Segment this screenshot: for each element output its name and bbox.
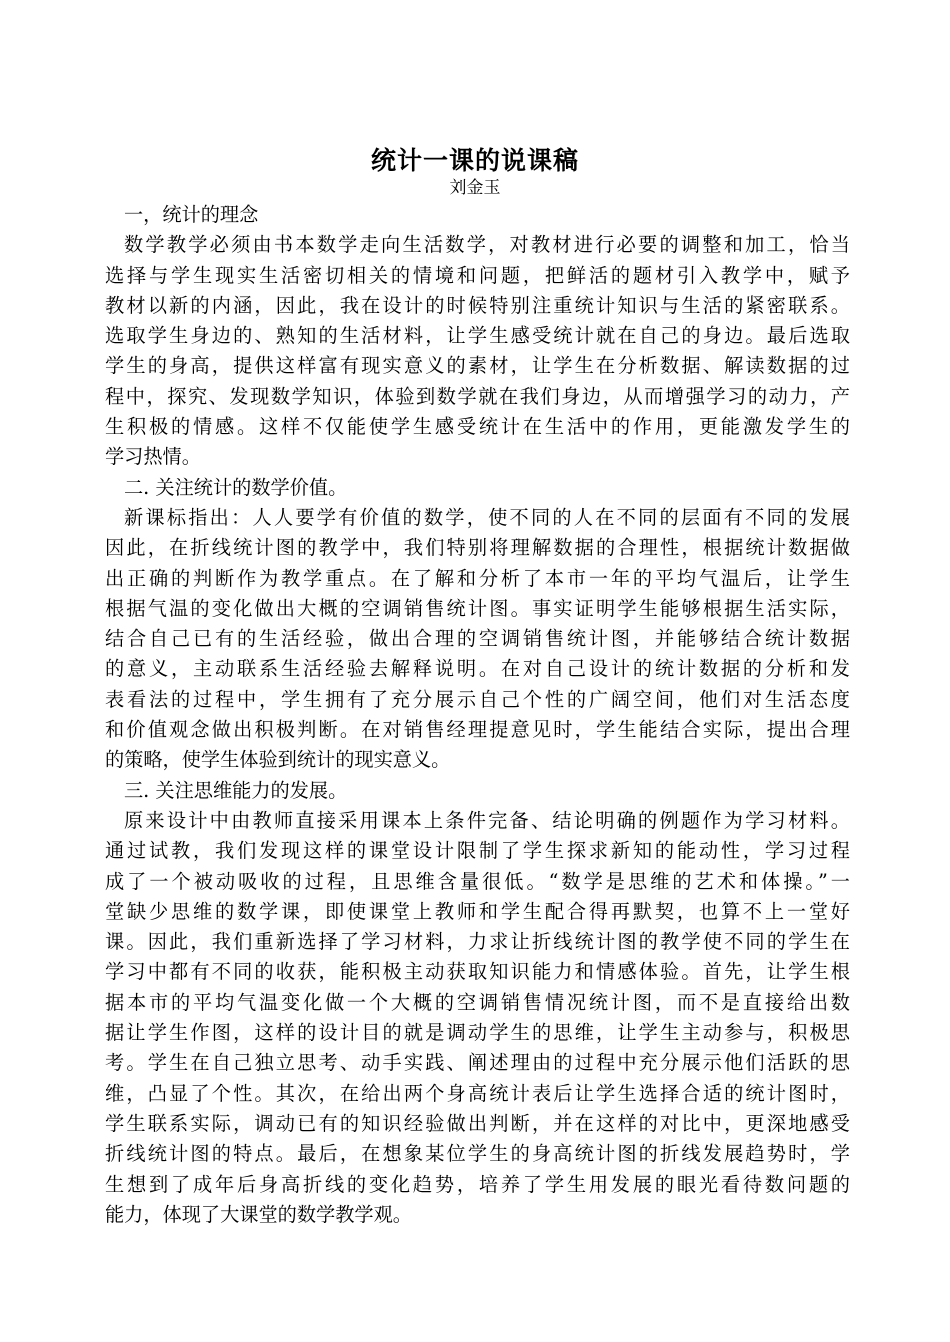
paragraph-line: 原来设计中由教师直接采用课本上条件完备、结论明确的例题作为学习材料。 [124,808,850,832]
section-heading-3: 三. 关注思维能力的发展。 [124,778,348,802]
paragraph-line: 课。因此，我们重新选择了学习材料，力求让折线统计图的教学使不同的学生在 [105,930,850,954]
paragraph-line: 选择与学生现实生活密切相关的情境和问题，把鲜活的题材引入教学中，赋予 [105,263,850,287]
paragraph-line: 考。学生在自己独立思考、动手实践、阐述理由的过程中充分展示他们活跃的思 [105,1051,850,1075]
paragraph-line: 堂缺少思维的数学课，即使课堂上教师和学生配合得再默契，也算不上一堂好 [105,899,850,923]
paragraph-line: 成了一个被动吸收的过程，且思维含量很低。“数学是思维的艺术和体操。”一 [105,869,850,893]
paragraph-line: 选取学生身边的、熟知的生活材料，让学生感受统计就在自己的身边。最后选取 [105,324,850,348]
document-title: 统计一课的说课稿 [370,146,579,175]
paragraph-line: 程中，探究、发现数学知识，体验到数学就在我们身边，从而增强学习的动力，产 [105,384,850,408]
paragraph-line: 新课标指出：人人要学有价值的数学，使不同的人在不同的层面有不同的发展 [124,505,850,529]
paragraph-line: 据本市的平均气温变化做一个大概的空调销售情况统计图，而不是直接给出数 [105,990,850,1014]
paragraph-line: 的策略，使学生体验到统计的现实意义。 [105,748,451,772]
paragraph-line: 学习中都有不同的收获，能积极主动获取知识能力和情感体验。首先，让学生根 [105,960,850,984]
document-body [105,200,850,1230]
paragraph-line: 学生的身高，提供这样富有现实意义的素材，让学生在分析数据、解读数据的过 [105,354,850,378]
paragraph-line: 表看法的过程中，学生拥有了充分展示自己个性的广阔空间，他们对生活态度 [105,687,850,711]
paragraph-line: 生想到了成年后身高折线的变化趋势，培养了学生用发展的眼光看待数问题的 [105,1172,850,1196]
paragraph-line: 数学教学必须由书本数学走向生活数学，对教材进行必要的调整和加工，恰当 [124,233,850,257]
paragraph-line: 和价值观念做出积极判断。在对销售经理提意见时，学生能结合实际，提出合理 [105,718,850,742]
paragraph-line: 出正确的判断作为教学重点。在了解和分析了本市一年的平均气温后，让学生 [105,566,850,590]
paragraph-line: 能力，体现了大课堂的数学教学观。 [105,1202,412,1226]
section-heading-2: 二. 关注统计的数学价值。 [124,475,348,499]
paragraph-line: 的意义，主动联系生活经验去解释说明。在对自己设计的统计数据的分析和发 [105,657,850,681]
paragraph-line: 根据气温的变化做出大概的空调销售统计图。事实证明学生能够根据生活实际， [105,596,850,620]
paragraph-line: 生积极的情感。这样不仅能使学生感受统计在生活中的作用，更能激发学生的 [105,415,850,439]
paragraph-line: 因此，在折线统计图的教学中，我们特别将理解数据的合理性，根据统计数据做 [105,536,850,560]
document-author: 刘金玉 [449,178,501,198]
paragraph-line: 据让学生作图，这样的设计目的就是调动学生的思维，让学生主动参与，积极思 [105,1021,850,1045]
paragraph-line: 折线统计图的特点。最后，在想象某位学生的身高统计图的折线发展趋势时，学 [105,1142,850,1166]
paragraph-line: 教材以新的内涵，因此，我在设计的时候特别注重统计知识与生活的紧密联系。 [105,293,850,317]
paragraph-line: 结合自己已有的生活经验，做出合理的空调销售统计图，并能够结合统计数据 [105,627,850,651]
paragraph-line: 维，凸显了个性。其次，在给出两个身高统计表后让学生选择合适的统计图时， [105,1081,850,1105]
paragraph-line: 通过试教，我们发现这样的课堂设计限制了学生探求新知的能动性，学习过程 [105,839,850,863]
paragraph-line: 学习热情。 [105,445,201,469]
section-heading-1: 一，统计的理念 [124,203,259,226]
paragraph-line: 学生联系实际，调动已有的知识经验做出判断，并在这样的对比中，更深地感受 [105,1111,850,1135]
